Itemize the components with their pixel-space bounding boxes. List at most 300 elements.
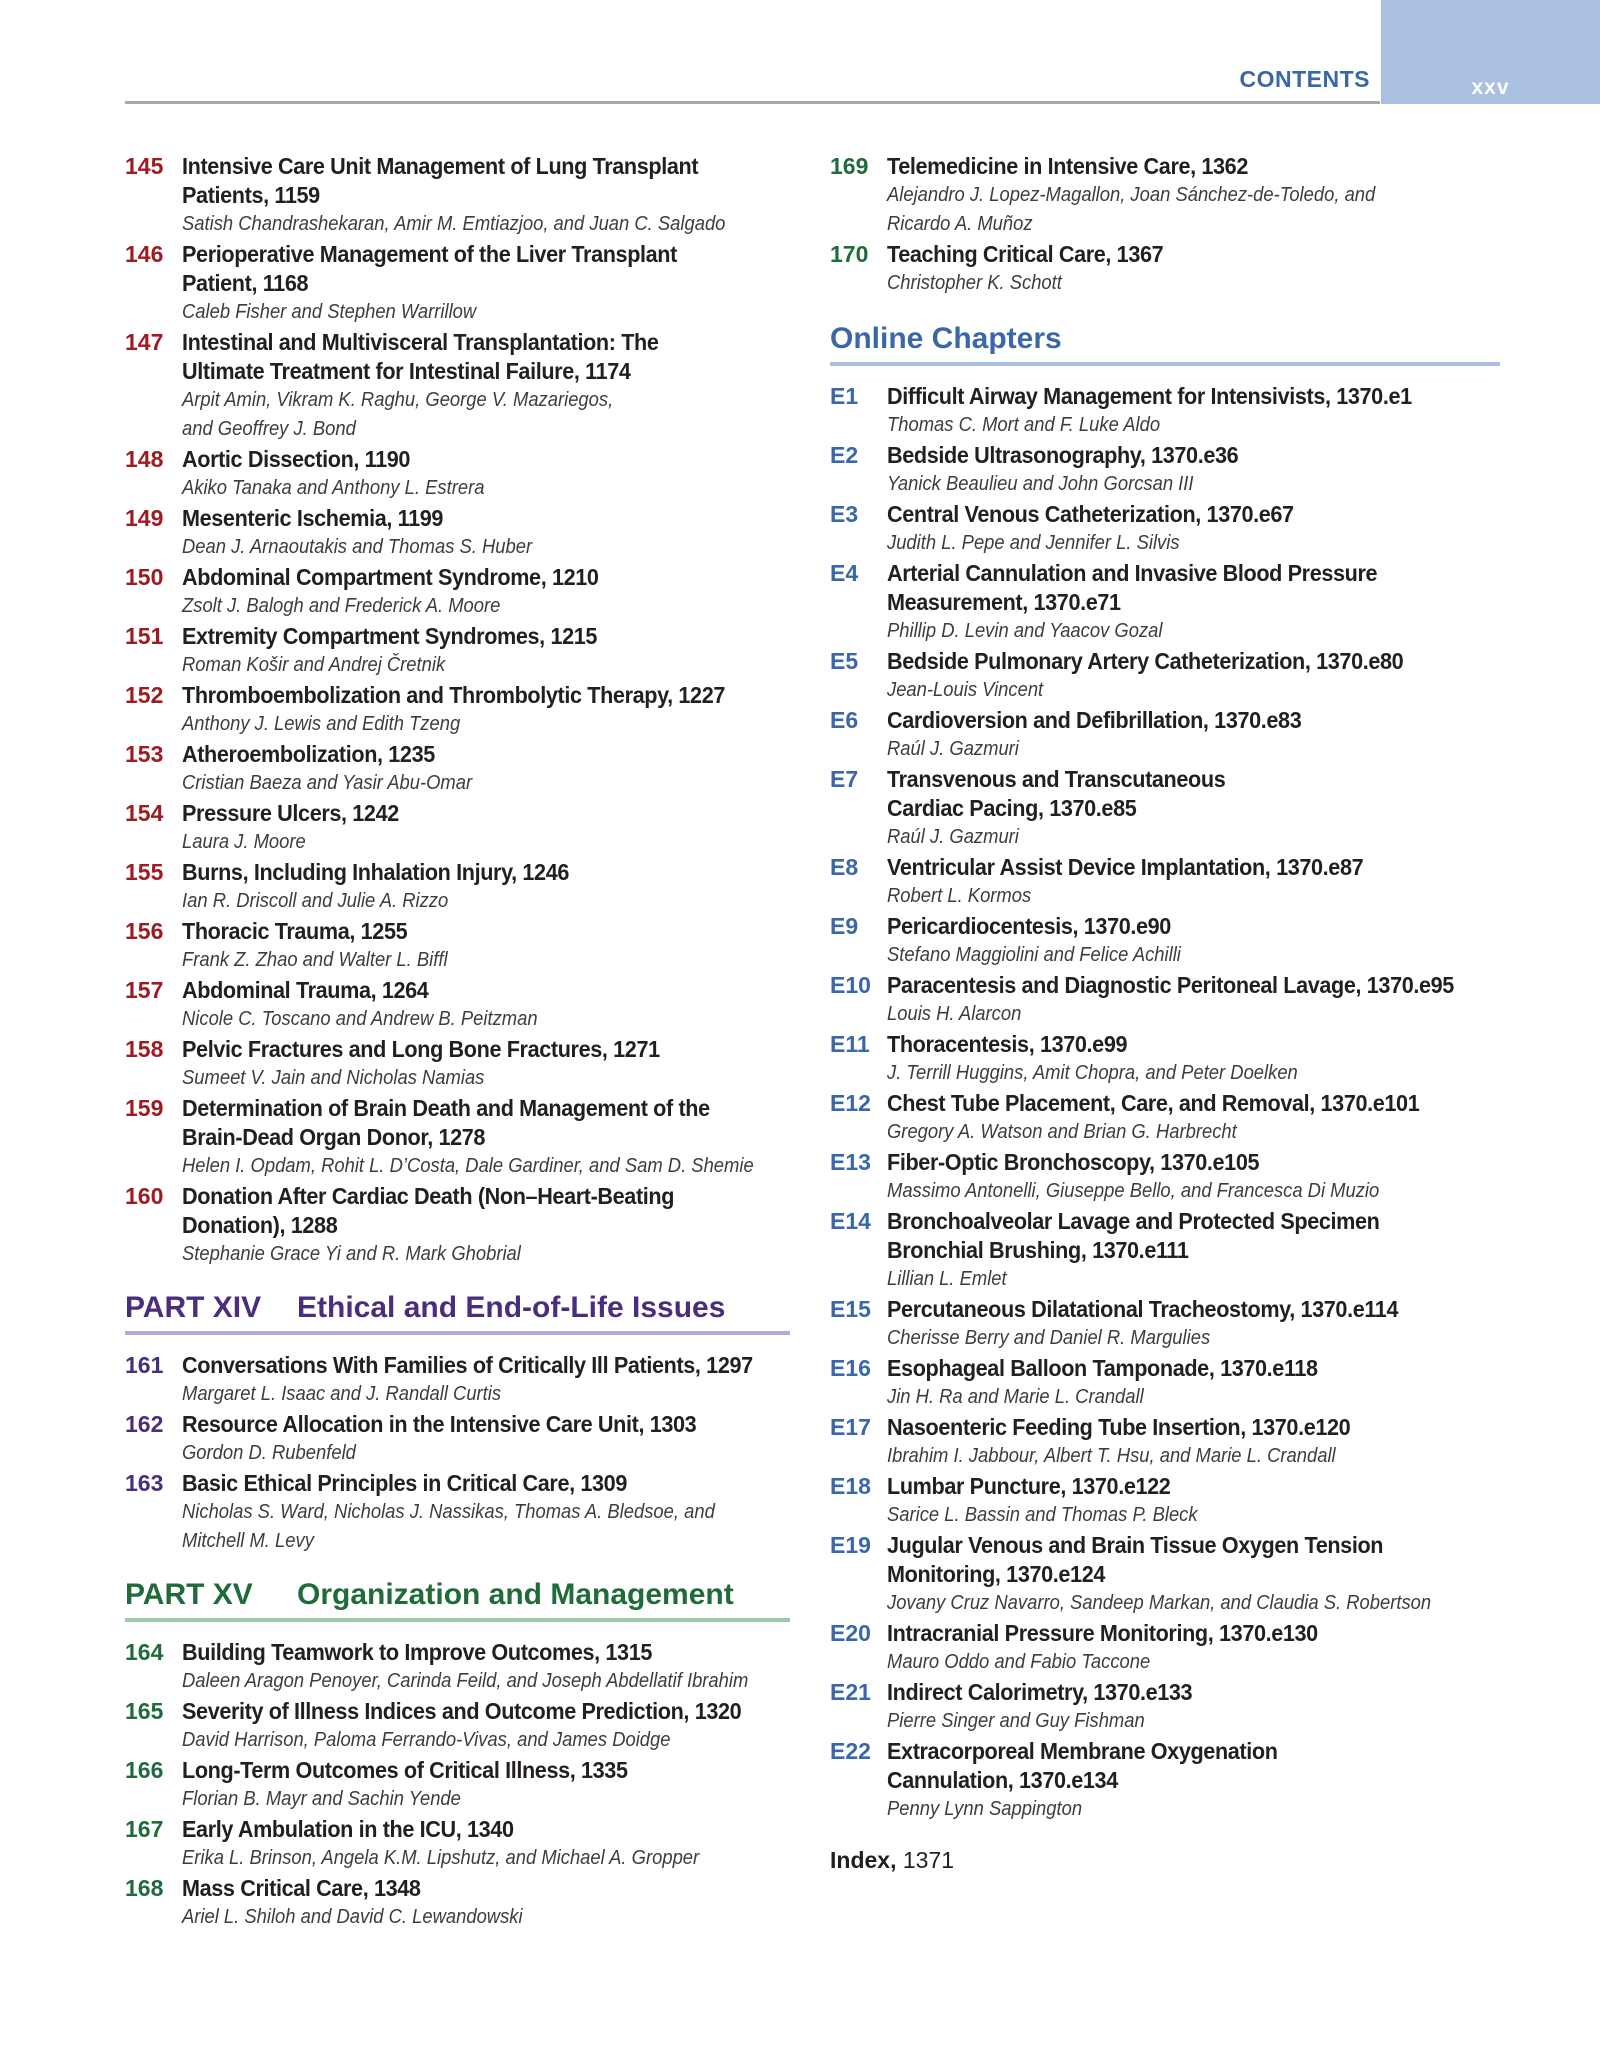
- chapter-authors-line: Ibrahim I. Jabbour, Albert T. Hsu, and Marie L. Crandall: [887, 1445, 1336, 1467]
- chapter-title-line: Atheroembolization, 1235: [182, 741, 435, 767]
- chapter-title: [182, 563, 754, 592]
- chapter-title-line: Intracranial Pressure Monitoring, 1370.e130: [887, 1620, 1318, 1646]
- chapter-title: [887, 1472, 1463, 1501]
- chapter-authors: [182, 1439, 741, 1468]
- chapter-title: [887, 912, 1463, 941]
- chapter-title-line: Jugular Venous and Brain Tissue Oxygen Tension: [887, 1532, 1384, 1558]
- chapter-authors: [887, 823, 1451, 852]
- chapter-number: 163: [125, 1470, 164, 1496]
- chapter-title: [182, 1469, 754, 1498]
- right-chapter-list: [830, 152, 1500, 298]
- chapter-title-line: Bronchial Brushing, 1370.e111: [887, 1237, 1189, 1263]
- chapter-authors-line: Jin H. Ra and Marie L. Crandall: [887, 1386, 1144, 1408]
- part-xv-title: Organization and Management: [297, 1578, 734, 1611]
- chapter-entry[interactable]: [830, 1354, 1500, 1412]
- chapter-authors: [182, 1240, 741, 1269]
- chapter-title-line: Determination of Brain Death and Management of the: [182, 1095, 710, 1121]
- chapter-number: 154: [125, 800, 164, 826]
- chapter-authors-line: Penny Lynn Sappington: [887, 1798, 1083, 1820]
- chapter-entry[interactable]: [125, 799, 790, 857]
- chapter-authors-line: Gordon D. Rubenfeld: [182, 1442, 356, 1464]
- chapter-number: 167: [125, 1816, 164, 1842]
- part-xiv-chapter-list: [125, 1351, 790, 1556]
- chapter-authors-line: Caleb Fisher and Stephen Warrillow: [182, 301, 477, 323]
- chapter-title-line: Nasoenteric Feeding Tube Insertion, 1370.e120: [887, 1414, 1351, 1440]
- chapter-authors: [887, 1118, 1451, 1147]
- chapter-authors: [887, 1442, 1451, 1471]
- chapter-number: E21: [830, 1679, 871, 1705]
- chapter-authors: [182, 474, 741, 503]
- chapter-entry[interactable]: [830, 1531, 1500, 1618]
- chapter-entry[interactable]: [125, 740, 790, 798]
- chapter-authors-line: Zsolt J. Balogh and Frederick A. Moore: [182, 595, 501, 617]
- chapter-authors: [182, 592, 741, 621]
- chapter-authors-line: Ian R. Driscoll and Julie A. Rizzo: [182, 890, 449, 912]
- chapter-title: [887, 559, 1463, 617]
- chapter-title-line: Paracentesis and Diagnostic Peritoneal Lavage, 1370.e95: [887, 972, 1454, 998]
- chapter-authors: [182, 887, 741, 916]
- chapter-title-line: Patient, 1168: [182, 270, 309, 296]
- chapter-title: [182, 1351, 754, 1380]
- chapter-authors: [182, 1844, 741, 1873]
- chapter-authors: [887, 1501, 1451, 1530]
- chapter-authors-line: Stephanie Grace Yi and R. Mark Ghobrial: [182, 1243, 521, 1265]
- chapter-number: E9: [830, 913, 859, 939]
- chapter-authors-line: Cherisse Berry and Daniel R. Margulies: [887, 1327, 1211, 1349]
- chapter-number: E6: [830, 707, 859, 733]
- chapter-authors: [887, 529, 1451, 558]
- chapter-authors-line: and Geoffrey J. Bond: [182, 418, 356, 440]
- chapter-title-line: Burns, Including Inhalation Injury, 1246: [182, 859, 570, 885]
- chapter-entry[interactable]: [125, 1351, 790, 1409]
- page-number: xxv: [1471, 76, 1510, 99]
- chapter-authors-line: Louis H. Alarcon: [887, 1003, 1022, 1025]
- chapter-entry[interactable]: [830, 1413, 1500, 1471]
- chapter-entry[interactable]: [125, 563, 790, 621]
- chapter-title: [182, 1410, 754, 1439]
- running-header-title: CONTENTS: [1239, 66, 1370, 92]
- chapter-authors-line: Erika L. Brinson, Angela K.M. Lipshutz, and Michael A. Gropper: [182, 1847, 700, 1869]
- index-entry[interactable]: [830, 1846, 1500, 1875]
- chapter-entry[interactable]: [125, 240, 790, 327]
- chapter-authors: [182, 210, 741, 239]
- chapter-number: E20: [830, 1620, 871, 1646]
- chapter-title-line: Thoracentesis, 1370.e99: [887, 1031, 1128, 1057]
- chapter-title: [182, 1815, 754, 1844]
- chapter-number: 158: [125, 1036, 164, 1062]
- chapter-title-line: Abdominal Compartment Syndrome, 1210: [182, 564, 599, 590]
- chapter-number: E18: [830, 1473, 871, 1499]
- chapter-authors: [182, 533, 741, 562]
- chapter-title: [182, 681, 754, 710]
- chapter-title-line: Basic Ethical Principles in Critical Care, 1309: [182, 1470, 627, 1496]
- chapter-entry[interactable]: [830, 1207, 1500, 1294]
- chapter-entry[interactable]: [125, 1697, 790, 1755]
- chapter-number: 168: [125, 1875, 164, 1901]
- chapter-number: 162: [125, 1411, 164, 1437]
- chapter-entry[interactable]: [830, 1295, 1500, 1353]
- part-xv-chapter-list: [125, 1638, 790, 1932]
- chapter-number: 146: [125, 241, 164, 267]
- chapter-entry[interactable]: [830, 382, 1500, 440]
- chapter-authors-line: Stefano Maggiolini and Felice Achilli: [887, 944, 1181, 966]
- chapter-entry[interactable]: [125, 1756, 790, 1814]
- chapter-entry[interactable]: [830, 765, 1500, 852]
- chapter-title-line: Aortic Dissection, 1190: [182, 446, 411, 472]
- index-page: 1371: [896, 1847, 955, 1873]
- chapter-authors-line: J. Terrill Huggins, Amit Chopra, and Peter Doelken: [887, 1062, 1298, 1084]
- chapter-entry[interactable]: [830, 152, 1500, 239]
- chapter-title-line: Arterial Cannulation and Invasive Blood Pressure: [887, 560, 1378, 586]
- left-column: [125, 152, 790, 1933]
- chapter-title: [182, 799, 754, 828]
- chapter-number: 157: [125, 977, 164, 1003]
- chapter-title-line: Teaching Critical Care, 1367: [887, 241, 1164, 267]
- chapter-title-line: Extremity Compartment Syndromes, 1215: [182, 623, 598, 649]
- chapter-entry[interactable]: [830, 1089, 1500, 1147]
- chapter-authors-line: Lillian L. Emlet: [887, 1268, 1007, 1290]
- chapter-number: 155: [125, 859, 164, 885]
- chapter-title-line: Monitoring, 1370.e124: [887, 1561, 1105, 1587]
- chapter-title-line: Measurement, 1370.e71: [887, 589, 1121, 615]
- chapter-title-line: Lumbar Puncture, 1370.e122: [887, 1473, 1171, 1499]
- chapter-authors-line: Helen I. Opdam, Rohit L. D’Costa, Dale Gardiner, and Sam D. Shemie: [182, 1155, 754, 1177]
- chapter-authors-line: Jean-Louis Vincent: [887, 679, 1044, 701]
- chapter-entry[interactable]: [830, 1737, 1500, 1824]
- chapter-title: [182, 445, 754, 474]
- chapter-title: [887, 1030, 1463, 1059]
- chapter-entry[interactable]: [830, 500, 1500, 558]
- chapter-entry[interactable]: [125, 1638, 790, 1696]
- chapter-entry[interactable]: [830, 1678, 1500, 1736]
- chapter-title: [887, 853, 1463, 882]
- chapter-title-line: Mesenteric Ischemia, 1199: [182, 505, 444, 531]
- chapter-title-line: Central Venous Catheterization, 1370.e67: [887, 501, 1294, 527]
- chapter-title-line: Resource Allocation in the Intensive Care Unit, 1303: [182, 1411, 697, 1437]
- chapter-title-line: Early Ambulation in the ICU, 1340: [182, 1816, 514, 1842]
- chapter-title-line: Bedside Ultrasonography, 1370.e36: [887, 442, 1239, 468]
- chapter-authors-line: Satish Chandrashekaran, Amir M. Emtiazjoo, and Juan C. Salgado: [182, 213, 726, 235]
- chapter-title: [887, 971, 1463, 1000]
- chapter-title: [887, 706, 1463, 735]
- chapter-authors-line: Dean J. Arnaoutakis and Thomas S. Huber: [182, 536, 533, 558]
- chapter-title: [182, 1182, 754, 1240]
- left-chapter-list: [125, 152, 790, 1269]
- chapter-title: [887, 152, 1463, 181]
- chapter-authors-line: Anthony J. Lewis and Edith Tzeng: [182, 713, 461, 735]
- chapter-number: E7: [830, 766, 859, 792]
- chapter-authors: [182, 946, 741, 975]
- chapter-authors-line: Mauro Oddo and Fabio Taccone: [887, 1651, 1151, 1673]
- chapter-number: 153: [125, 741, 164, 767]
- chapter-title-line: Patients, 1159: [182, 182, 320, 208]
- chapter-authors: [887, 617, 1451, 646]
- chapter-number: E15: [830, 1296, 871, 1322]
- chapter-entry[interactable]: [125, 917, 790, 975]
- chapter-title-line: Perioperative Management of the Liver Transplant: [182, 241, 677, 267]
- chapter-authors: [887, 1059, 1451, 1088]
- chapter-authors: [182, 1498, 741, 1556]
- chapter-authors-line: Robert L. Kormos: [887, 885, 1032, 907]
- chapter-number: E16: [830, 1355, 871, 1381]
- chapter-number: E12: [830, 1090, 871, 1116]
- page-number-box: [1381, 0, 1600, 104]
- chapter-authors: [887, 1000, 1451, 1029]
- chapter-title-line: Abdominal Trauma, 1264: [182, 977, 429, 1003]
- chapter-title: [887, 240, 1463, 269]
- chapter-authors-line: Thomas C. Mort and F. Luke Aldo: [887, 414, 1161, 436]
- chapter-authors: [887, 1795, 1451, 1824]
- chapter-entry[interactable]: [830, 1619, 1500, 1677]
- chapter-authors: [887, 1707, 1451, 1736]
- chapter-number: E5: [830, 648, 859, 674]
- chapter-authors: [887, 735, 1451, 764]
- chapter-authors-line: Alejandro J. Lopez-Magallon, Joan Sánchez-de-Toledo, and: [887, 184, 1376, 206]
- chapter-authors-line: Pierre Singer and Guy Fishman: [887, 1710, 1145, 1732]
- chapter-authors: [182, 1005, 741, 1034]
- chapter-entry[interactable]: [125, 152, 790, 239]
- chapter-number: E4: [830, 560, 859, 586]
- chapter-title: [887, 1619, 1463, 1648]
- chapter-title-line: Pelvic Fractures and Long Bone Fractures, 1271: [182, 1036, 660, 1062]
- chapter-authors-line: Frank Z. Zhao and Walter L. Biffl: [182, 949, 448, 971]
- chapter-title-line: Percutaneous Dilatational Tracheostomy, 1370.e114: [887, 1296, 1399, 1322]
- chapter-authors: [887, 676, 1451, 705]
- chapter-entry[interactable]: [830, 559, 1500, 646]
- chapter-title: [887, 1089, 1463, 1118]
- chapter-title-line: Long-Term Outcomes of Critical Illness, 1335: [182, 1757, 628, 1783]
- chapter-title-line: Donation), 1288: [182, 1212, 338, 1238]
- chapter-title: [887, 441, 1463, 470]
- chapter-authors: [887, 181, 1451, 239]
- chapter-title: [887, 382, 1463, 411]
- chapter-authors: [182, 386, 741, 444]
- part-xiv-label: PART XIV: [125, 1291, 262, 1324]
- chapter-title: [887, 1148, 1463, 1177]
- chapter-authors-line: Nicole C. Toscano and Andrew B. Peitzman: [182, 1008, 538, 1030]
- part-xiv-heading: [125, 1289, 790, 1335]
- chapter-title: [887, 500, 1463, 529]
- chapter-entry[interactable]: [125, 1874, 790, 1932]
- chapter-authors-line: Raúl J. Gazmuri: [887, 738, 1019, 760]
- chapter-title-line: Pressure Ulcers, 1242: [182, 800, 399, 826]
- chapter-authors: [887, 1265, 1451, 1294]
- chapter-authors: [182, 1064, 741, 1093]
- chapter-authors-line: Phillip D. Levin and Yaacov Gozal: [887, 620, 1163, 642]
- chapter-authors-line: Christopher K. Schott: [887, 272, 1062, 294]
- chapter-number: 156: [125, 918, 164, 944]
- chapter-title-line: Ventricular Assist Device Implantation, 1370.e87: [887, 854, 1364, 880]
- chapter-number: E22: [830, 1738, 871, 1764]
- chapter-number: 169: [830, 153, 869, 179]
- chapter-title: [182, 622, 754, 651]
- chapter-authors-line: Gregory A. Watson and Brian G. Harbrecht: [887, 1121, 1237, 1143]
- chapter-authors: [182, 710, 741, 739]
- chapter-title: [182, 1697, 754, 1726]
- chapter-authors-line: Akiko Tanaka and Anthony L. Estrera: [182, 477, 485, 499]
- chapter-number: 152: [125, 682, 164, 708]
- chapter-authors-line: Sumeet V. Jain and Nicholas Namias: [182, 1067, 485, 1089]
- chapter-authors-line: Roman Košir and Andrej Čretnik: [182, 654, 446, 676]
- chapter-title: [887, 1737, 1463, 1795]
- chapter-title-line: Bedside Pulmonary Artery Catheterization, 1370.e80: [887, 648, 1404, 674]
- chapter-entry[interactable]: [125, 1035, 790, 1093]
- chapter-title: [182, 504, 754, 533]
- chapter-number: 160: [125, 1183, 164, 1209]
- chapter-authors: [887, 882, 1451, 911]
- chapter-title-line: Difficult Airway Management for Intensivists, 1370.e1: [887, 383, 1412, 409]
- chapter-number: E2: [830, 442, 859, 468]
- chapter-title-line: Pericardiocentesis, 1370.e90: [887, 913, 1171, 939]
- chapter-authors-line: Margaret L. Isaac and J. Randall Curtis: [182, 1383, 502, 1405]
- chapter-authors-line: Ariel L. Shiloh and David C. Lewandowski: [182, 1906, 523, 1928]
- chapter-entry[interactable]: [125, 1815, 790, 1873]
- chapter-authors: [182, 1903, 741, 1932]
- chapter-title: [182, 917, 754, 946]
- chapter-authors: [182, 1380, 741, 1409]
- chapter-entry[interactable]: [125, 445, 790, 503]
- chapter-number: 147: [125, 329, 164, 355]
- chapter-authors-line: Daleen Aragon Penoyer, Carinda Feild, and Joseph Abdellatif Ibrahim: [182, 1670, 749, 1692]
- chapter-title-line: Chest Tube Placement, Care, and Removal, 1370.e101: [887, 1090, 1420, 1116]
- chapter-authors-line: Massimo Antonelli, Giuseppe Bello, and Francesca Di Muzio: [887, 1180, 1380, 1202]
- chapter-title-line: Thoracic Trauma, 1255: [182, 918, 408, 944]
- header-rule: [125, 101, 1380, 104]
- chapter-number: E1: [830, 383, 859, 409]
- part-xiv-title: Ethical and End-of-Life Issues: [297, 1291, 726, 1324]
- chapter-title: [182, 1874, 754, 1903]
- chapter-title-line: Intensive Care Unit Management of Lung Transplant: [182, 153, 699, 179]
- part-xv-label: PART XV: [125, 1578, 253, 1611]
- chapter-authors: [182, 769, 741, 798]
- chapter-entry[interactable]: [830, 912, 1500, 970]
- online-chapters-heading: [830, 320, 1500, 366]
- chapter-number: 150: [125, 564, 164, 590]
- chapter-authors: [887, 1324, 1451, 1353]
- chapter-authors: [182, 1667, 749, 1696]
- chapter-number: E19: [830, 1532, 871, 1558]
- chapter-entry[interactable]: [125, 681, 790, 739]
- chapter-authors-line: Sarice L. Bassin and Thomas P. Bleck: [887, 1504, 1198, 1526]
- chapter-authors-line: Raúl J. Gazmuri: [887, 826, 1019, 848]
- chapter-title-line: Brain-Dead Organ Donor, 1278: [182, 1124, 486, 1150]
- chapter-authors-line: Jovany Cruz Navarro, Sandeep Markan, and Claudia S. Robertson: [887, 1592, 1432, 1614]
- chapter-number: E10: [830, 972, 871, 998]
- chapter-number: 159: [125, 1095, 164, 1121]
- chapter-number: E3: [830, 501, 859, 527]
- online-chapters-title: Online Chapters: [830, 322, 1062, 355]
- chapter-number: 151: [125, 623, 164, 649]
- chapter-title: [887, 1413, 1463, 1442]
- chapter-title-line: Severity of Illness Indices and Outcome Prediction, 1320: [182, 1698, 742, 1724]
- chapter-number: 149: [125, 505, 164, 531]
- chapter-title: [182, 1756, 754, 1785]
- chapter-entry[interactable]: [830, 853, 1500, 911]
- chapter-entry[interactable]: [125, 328, 790, 444]
- chapter-number: 166: [125, 1757, 164, 1783]
- chapter-authors: [182, 1785, 741, 1814]
- chapter-entry[interactable]: [830, 1148, 1500, 1206]
- chapter-entry[interactable]: [830, 1472, 1500, 1530]
- chapter-title: [887, 1207, 1463, 1265]
- chapter-number: 145: [125, 153, 164, 179]
- chapter-title-line: Building Teamwork to Improve Outcomes, 1315: [182, 1639, 652, 1665]
- chapter-entry[interactable]: [125, 1410, 790, 1468]
- part-xv-heading: [125, 1576, 790, 1622]
- chapter-authors: [887, 1648, 1451, 1677]
- chapter-authors-line: Ricardo A. Muñoz: [887, 213, 1033, 235]
- chapter-entry[interactable]: [830, 647, 1500, 705]
- chapter-number: 164: [125, 1639, 164, 1665]
- chapter-authors: [182, 651, 741, 680]
- chapter-number: E17: [830, 1414, 871, 1440]
- chapter-authors: [887, 269, 1451, 298]
- chapter-title: [182, 1638, 754, 1667]
- chapter-entry[interactable]: [125, 622, 790, 680]
- chapter-title: [182, 152, 754, 210]
- chapter-title: [182, 240, 754, 298]
- chapter-number: 170: [830, 241, 869, 267]
- chapter-number: E8: [830, 854, 859, 880]
- chapter-title-line: Indirect Calorimetry, 1370.e133: [887, 1679, 1193, 1705]
- chapter-authors: [887, 1177, 1451, 1206]
- chapter-entry[interactable]: [125, 1469, 790, 1556]
- chapter-authors-line: Nicholas S. Ward, Nicholas J. Nassikas, Thomas A. Bledsoe, and: [182, 1501, 715, 1523]
- chapter-title-line: Intestinal and Multivisceral Transplantation: The: [182, 329, 659, 355]
- chapter-entry[interactable]: [125, 1094, 790, 1181]
- chapter-title: [182, 1035, 754, 1064]
- chapter-authors: [887, 1589, 1451, 1618]
- chapter-title-line: Thromboembolization and Thrombolytic Therapy, 1227: [182, 682, 725, 708]
- chapter-authors-line: Yanick Beaulieu and John Gorcsan III: [887, 473, 1194, 495]
- chapter-title-line: Cardioversion and Defibrillation, 1370.e83: [887, 707, 1302, 733]
- chapter-title-line: Donation After Cardiac Death (Non–Heart-Beating: [182, 1183, 675, 1209]
- chapter-title: [887, 1531, 1463, 1589]
- chapter-title-line: Fiber-Optic Bronchoscopy, 1370.e105: [887, 1149, 1260, 1175]
- online-chapter-list: [830, 382, 1500, 1824]
- chapter-title-line: Ultimate Treatment for Intestinal Failure, 1174: [182, 358, 631, 384]
- chapter-entry[interactable]: [125, 976, 790, 1034]
- chapter-title-line: Transvenous and Transcutaneous: [887, 766, 1226, 792]
- chapter-entry[interactable]: [125, 504, 790, 562]
- chapter-entry[interactable]: [125, 1182, 790, 1269]
- chapter-title-line: Bronchoalveolar Lavage and Protected Specimen: [887, 1208, 1380, 1234]
- chapter-authors: [182, 828, 741, 857]
- chapter-entry[interactable]: [125, 858, 790, 916]
- index-label: Index,: [830, 1847, 897, 1873]
- chapter-authors-line: David Harrison, Paloma Ferrando-Vivas, and James Doidge: [182, 1729, 671, 1751]
- chapter-authors: [182, 1726, 741, 1755]
- chapter-title-line: Extracorporeal Membrane Oxygenation: [887, 1738, 1278, 1764]
- chapter-title-line: Mass Critical Care, 1348: [182, 1875, 421, 1901]
- chapter-entry[interactable]: [830, 240, 1500, 298]
- chapter-entry[interactable]: [830, 1030, 1500, 1088]
- chapter-title-line: Telemedicine in Intensive Care, 1362: [887, 153, 1248, 179]
- chapter-title: [887, 1678, 1463, 1707]
- chapter-entry[interactable]: [830, 441, 1500, 499]
- chapter-entry[interactable]: [830, 971, 1500, 1029]
- chapter-title: [887, 1354, 1463, 1383]
- chapter-authors: [182, 298, 741, 327]
- chapter-authors-line: Arpit Amin, Vikram K. Raghu, George V. Mazariegos,: [182, 389, 614, 411]
- chapter-title-line: Cardiac Pacing, 1370.e85: [887, 795, 1137, 821]
- chapter-authors-line: Laura J. Moore: [182, 831, 306, 853]
- chapter-title: [182, 976, 754, 1005]
- chapter-authors: [182, 1152, 754, 1181]
- chapter-title: [182, 1094, 754, 1152]
- chapter-authors: [887, 1383, 1451, 1412]
- chapter-entry[interactable]: [830, 706, 1500, 764]
